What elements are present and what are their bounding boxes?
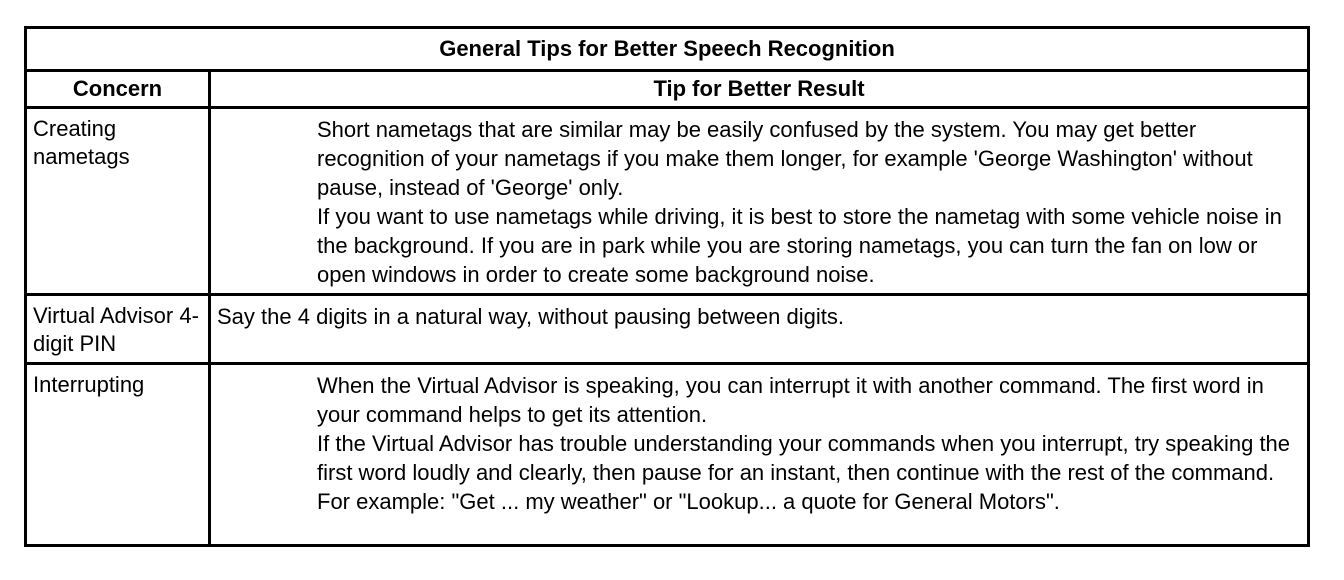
table-row xyxy=(26,295,1309,364)
header-concern: Concern xyxy=(26,71,210,108)
concern-cell: Virtual Advisor 4-digit PIN xyxy=(26,295,210,364)
tip-paragraph: If the Virtual Advisor has trouble understanding your commands when you interrupt, try speaking the first word loudly and clearly, then pause for an instant, then continue with the rest of the command. For example: "Get ... my weather" or "Lookup... a quote for General Motors". xyxy=(317,431,1291,514)
header-row xyxy=(26,71,1309,108)
tip-paragraph: Say the 4 digits in a natural way, without pausing between digits. xyxy=(217,304,844,329)
table-row xyxy=(26,108,1309,295)
tip-cell xyxy=(210,364,1309,546)
header-tip: Tip for Better Result xyxy=(210,71,1309,108)
table-row xyxy=(26,364,1309,546)
tip-paragraph: If you want to use nametags while driving, it is best to store the nametag with some vehicle noise in the background. If you are in park while you are storing nametags, you can turn the fan on low or open windows in order to create some background noise. xyxy=(317,204,1282,287)
speech-tips-table xyxy=(24,26,1310,547)
concern-cell: Interrupting xyxy=(26,364,210,546)
table-title: General Tips for Better Speech Recognition xyxy=(26,28,1309,71)
tip-cell xyxy=(210,108,1309,295)
tip-paragraph: When the Virtual Advisor is speaking, you can interrupt it with another command. The first word in your command helps to get its attention. xyxy=(317,373,1264,427)
concern-cell: Creating nametags xyxy=(26,108,210,295)
tip-cell xyxy=(210,295,1309,364)
tip-paragraph: Short nametags that are similar may be easily confused by the system. You may get better recognition of your nametags if you make them longer, for example 'George Washington' without pause, instead of 'George' only. xyxy=(317,117,1253,200)
title-row xyxy=(26,28,1309,71)
